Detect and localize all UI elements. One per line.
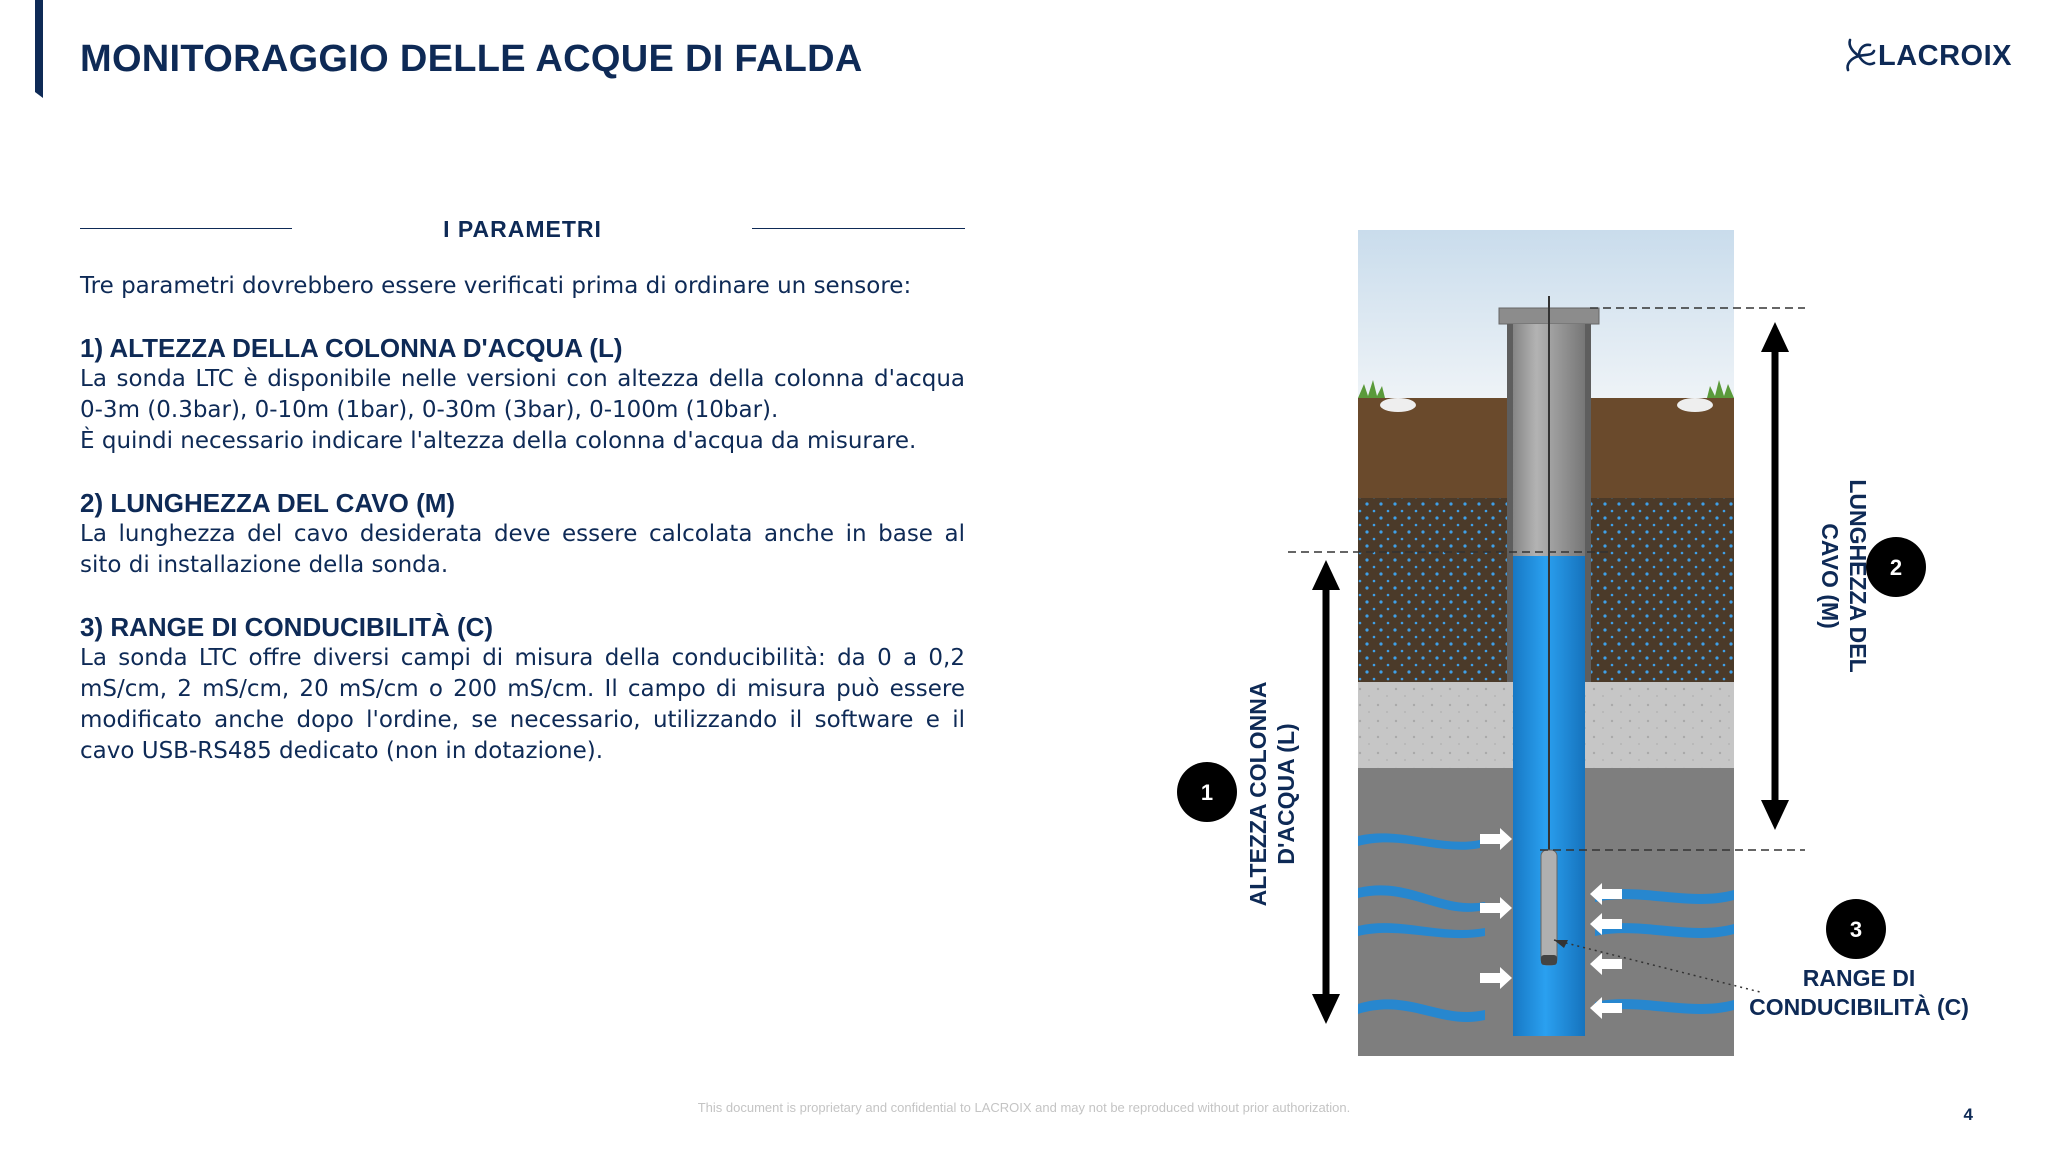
lacroix-swirl-icon <box>1842 36 1876 76</box>
well-diagram <box>1140 220 2020 1080</box>
badge-2-label: 2 <box>1889 555 1903 580</box>
param-1-heading: 1) ALTEZZA DELLA COLONNA D'ACQUA (L) <box>80 333 623 363</box>
param-2-heading: 2) LUNGHEZZA DEL CAVO (M) <box>80 488 456 518</box>
badge-3-label: 3 <box>1849 917 1863 942</box>
accent-bar <box>35 0 43 92</box>
brand-logo <box>1842 36 2012 76</box>
page-title: MONITORAGGIO DELLE ACQUE DI FALDA <box>80 38 863 80</box>
page-number: 4 <box>1963 1105 1973 1124</box>
parameters-text <box>80 271 965 767</box>
section-title: I PARAMETRI <box>443 216 602 242</box>
label-3-line-1: RANGE DI <box>1802 965 1916 991</box>
heading-rule-right <box>752 228 965 229</box>
brand-name: LACROIX <box>1878 39 2012 72</box>
param-1-text-2: È quindi necessario indicare l'altezza della colonna d'acqua da misurare. <box>80 428 917 454</box>
param-1-text: La sonda LTC è disponibile nelle versioni con altezza della colonna d'acqua 0-3m (0.3bar), 0-10m (1bar), 0-30m (3bar), 0-100m (10bar). <box>80 366 965 423</box>
param-2-text: La lunghezza del cavo desiderata deve essere calcolata anche in base al sito di installazione della sonda. <box>80 521 965 578</box>
confidentiality-note: This document is proprietary and confidential to LACROIX and may not be reproduced without prior authorization. <box>697 1100 1351 1115</box>
label-1-line-2: D'ACQUA (L) <box>1273 723 1299 865</box>
param-3-heading: 3) RANGE DI CONDUCIBILITÀ (C) <box>80 612 494 642</box>
label-2-line-1: LUNGHEZZA DEL <box>1845 479 1871 673</box>
section-heading <box>80 216 965 246</box>
badge-1-label: 1 <box>1200 780 1214 805</box>
ltc-probe <box>1541 850 1557 965</box>
label-2-line-2: CAVO (M) <box>1817 523 1843 629</box>
param-3-text: La sonda LTC offre diversi campi di misura della conducibilità: da 0 a 0,2 mS/cm, 2 mS/cm, 20 mS/cm o 200 mS/cm. Il campo di misura può essere modificato anche dopo l'ordine, se necessario, utilizzando il software e il cavo USB-RS485 dedicato (non in dotazione). <box>80 645 965 764</box>
label-1-line-1: ALTEZZA COLONNA <box>1245 681 1271 907</box>
label-3-line-2: CONDUCIBILITÀ (C) <box>1749 994 1969 1020</box>
intro-paragraph: Tre parametri dovrebbero essere verificati prima di ordinare un sensore: <box>80 273 912 299</box>
